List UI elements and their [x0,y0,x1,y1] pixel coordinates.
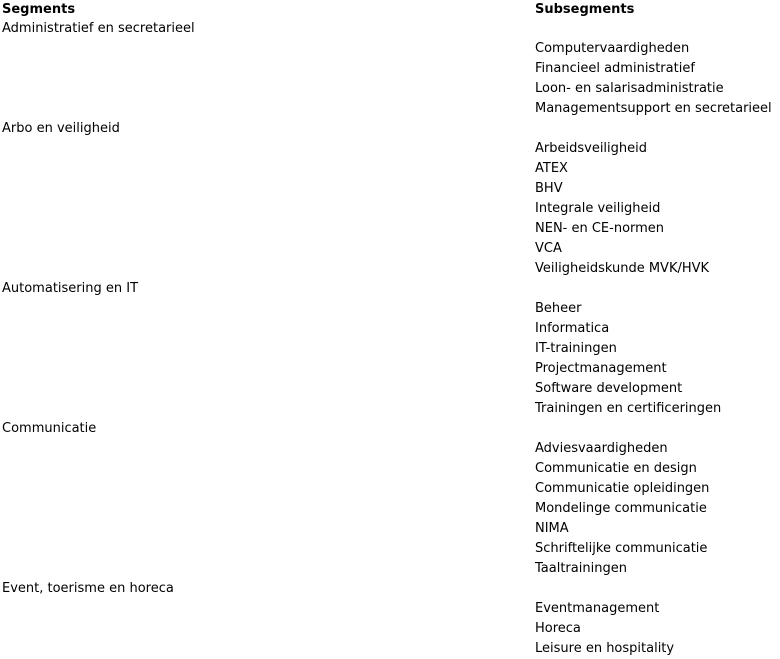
subsegment-row [0,39,780,59]
subsegment-name: Managementsupport en secretarieel [535,101,772,116]
subsegment-row [0,519,780,539]
subsegment-name: Trainingen en certificeringen [535,401,722,416]
subsegment-name: Communicatie en design [535,461,697,476]
subsegment-row [0,199,780,219]
subsegment-name: Schriftelijke communicatie [535,541,708,556]
subsegment-row [0,359,780,379]
segment-name: Automatisering en IT [2,281,139,296]
segment-row [0,579,780,599]
subsegment-name: NEN- en CE-normen [535,221,665,236]
table-header [0,0,780,20]
subsegment-row [0,619,780,639]
subsegment-name: NIMA [535,521,569,536]
subsegment-name: Veiligheidskunde MVK/HVK [535,261,710,276]
subsegment-name: Projectmanagement [535,361,667,376]
segment-row [0,19,780,39]
subsegment-row [0,159,780,179]
subsegment-name: Mondelinge communicatie [535,501,707,516]
subsegment-row [0,379,780,399]
subsegment-row [0,179,780,199]
subsegment-row [0,259,780,279]
subsegment-row [0,559,780,579]
subsegment-name: IT-trainingen [535,341,617,356]
subsegment-row [0,599,780,619]
subsegment-name: Software development [535,381,683,396]
segment-name: Communicatie [2,421,97,436]
subsegment-row [0,99,780,119]
subsegment-row [0,639,780,659]
subsegment-name: Communicatie opleidingen [535,481,710,496]
subsegment-name: Beheer [535,301,582,316]
subsegment-name: Leisure en hospitality [535,641,675,656]
subsegment-row [0,59,780,79]
subsegment-row [0,139,780,159]
subsegment-name: Eventmanagement [535,601,660,616]
subsegment-row [0,239,780,259]
segment-row [0,279,780,299]
subsegment-row [0,499,780,519]
subsegment-row [0,539,780,559]
subsegment-row [0,319,780,339]
subsegment-row [0,79,780,99]
subsegment-name: Integrale veiligheid [535,201,661,216]
segment-name: Event, toerisme en horeca [2,581,174,596]
segment-row [0,119,780,139]
segment-row [0,419,780,439]
subsegments-header: Subsegments [535,2,635,17]
subsegment-row [0,459,780,479]
subsegment-name: BHV [535,181,563,196]
subsegment-name: Arbeidsveiligheid [535,141,648,156]
subsegment-row [0,299,780,319]
subsegment-name: Horeca [535,621,581,636]
subsegment-name: Loon- en salarisadministratie [535,81,724,96]
subsegment-row [0,479,780,499]
subsegment-name: ATEX [535,161,568,176]
subsegment-row [0,339,780,359]
subsegment-row [0,439,780,459]
subsegment-name: Taaltrainingen [535,561,627,576]
segments-header: Segments [2,2,76,17]
subsegment-name: VCA [535,241,562,256]
subsegment-name: Computervaardigheden [535,41,690,56]
subsegment-name: Financieel administratief [535,61,695,76]
segment-name: Arbo en veiligheid [2,121,120,136]
subsegment-name: Adviesvaardigheden [535,441,668,456]
table-body [0,19,780,659]
subsegment-name: Informatica [535,321,610,336]
segment-name: Administratief en secretarieel [2,21,195,36]
subsegment-row [0,219,780,239]
subsegment-row [0,399,780,419]
